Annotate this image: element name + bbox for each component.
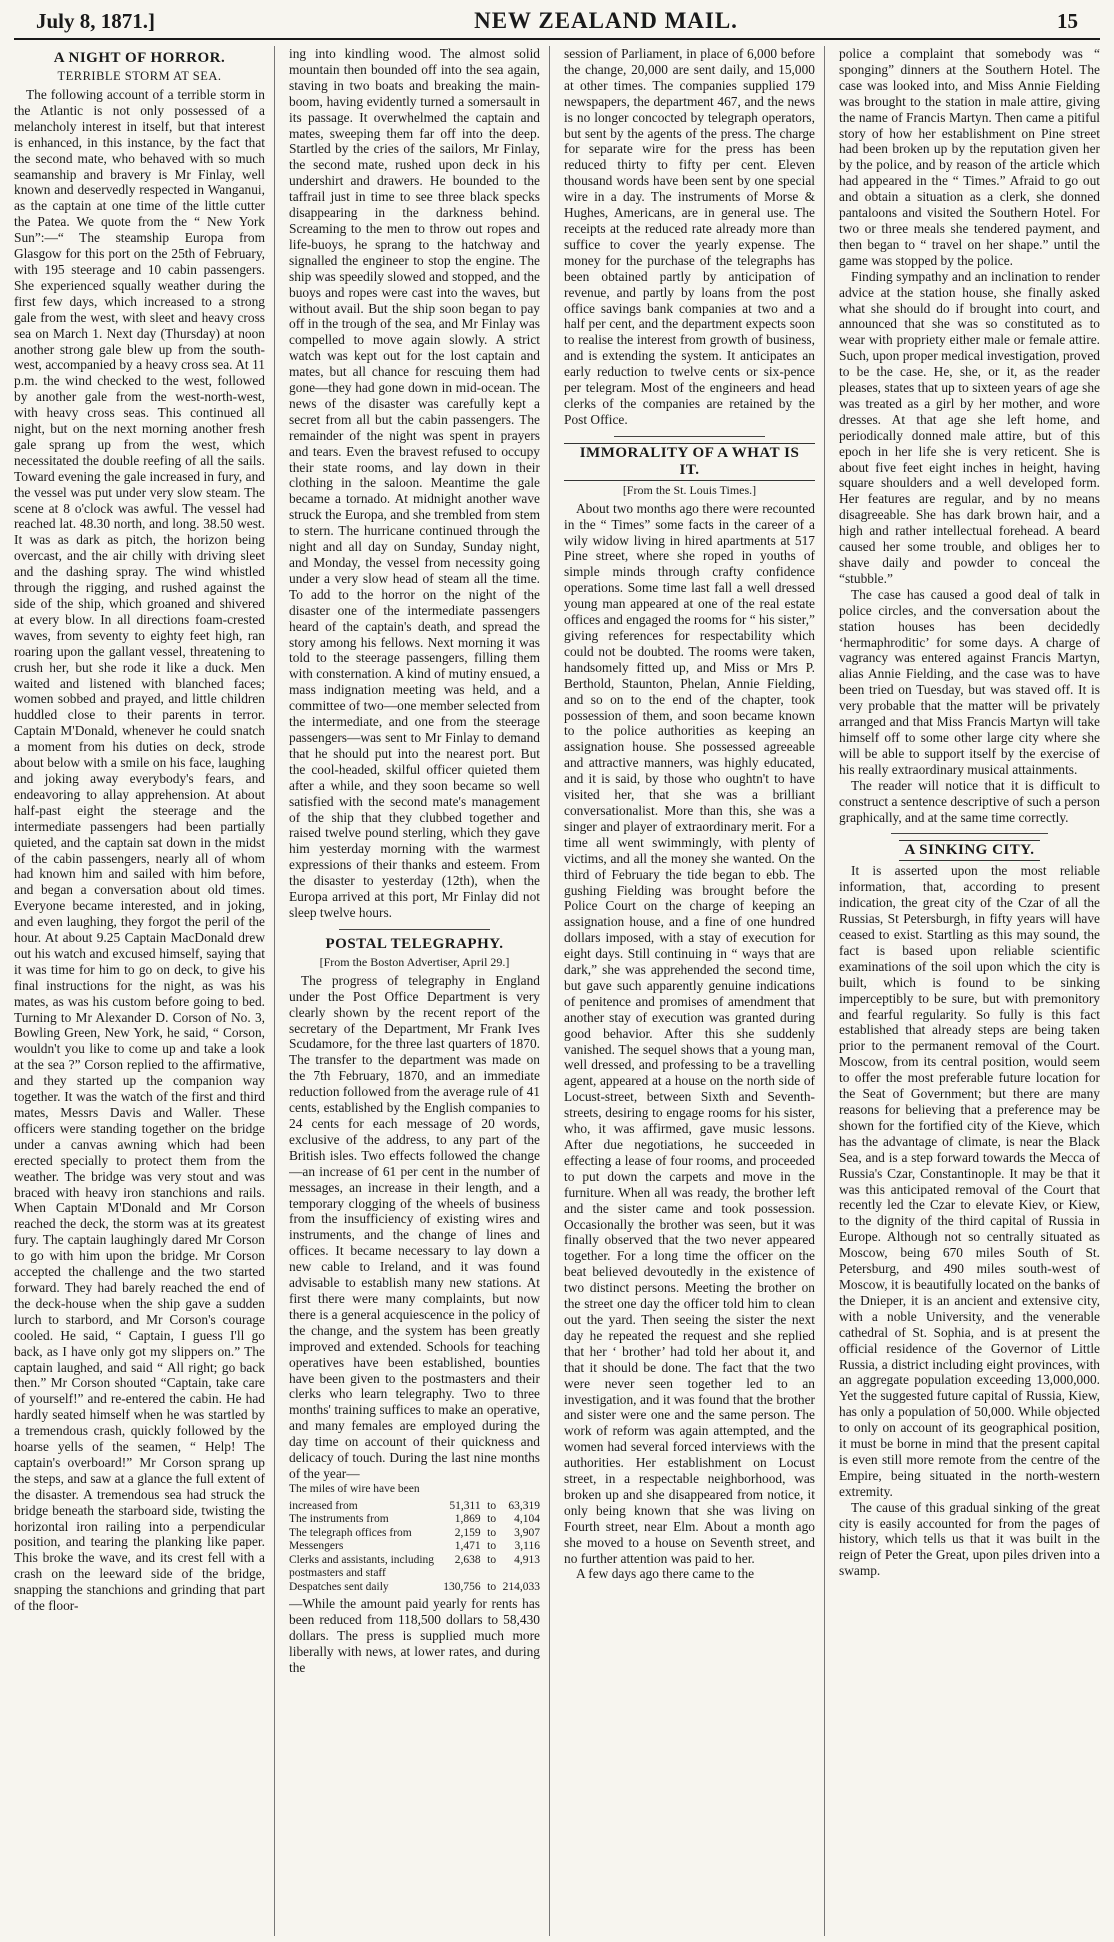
stats-row	[289, 1581, 540, 1595]
article-night-of-horror-continued: ing into kindling wood. The almost solid mountain then bounded off into the sea again, staving in two boats and breaking the main-boom, having evidently turned a somersault in its passage. It overwhelmed the captain and mates, sweeping them far off into the deep. Startled by the cries of the sailors, Mr Finlay, the second mate, rushed upon deck in his undershirt and drawers. He bounded to the taffrail just in time to see three black specks disappearing in the darkness behind. Screaming to the men to throw out ropes and life-buoys, he sprang to the hatchway and signalled the engineer to stop the engine. The ship was speedily slowed and stopped, and the buoys and ropes were cast into the waves, but without avail. But the ship soon began to pay off in the trough of the sea, and Mr Finlay was compelled to move again slowly. A strict watch was kept out for the lost captain and mates, but all chance for rescuing them had gone—they had gone down in mid-ocean. The news of the disaster was carefully kept a secret from all but the cabin passengers. The remainder of the night was spent in prayers and tears. Even the bravest refused to occupy their state rooms, and lay down in their clothing in the saloon. Meantime the gale became a tornado. At midnight another wave struck the Europa, and she trembled from stem to stern. The hurricane continued through the night and all day on Sunday, Sunday night, and Monday, the vessel from necessity going under a very slow head of steam all the time. To add to the horror on the night of the disaster one of the intermediate passengers heard of the captain's death, and spread the story among his fellows. Next morning it was told to the steerage passengers, filling them with consternation. A kind of mutiny ensued, a mass indignation meeting was held, and a committee of two—one member selected from the intermediate, and one from the steerage passengers—was sent to Mr Finlay to demand that he should put into the nearest port. But the cool-headed, skilful officer quieted them after a while, and they soon became so well satisfied with the second mate's management of the ship that they clubbed together and raised twelve pound sterling, which they gave him yesterday morning with the warmest expressions of their thanks and esteem. From the disaster to yesterday (12th), when the Europa arrived at this port, Mr Finlay did not sleep twelve hours.	[289, 46, 540, 920]
stats-from: 1,869	[454, 1513, 481, 1526]
stats-from: 130,756	[443, 1580, 481, 1593]
article-immorality-source: [From the St. Louis Times.]	[622, 482, 757, 497]
header-rule	[14, 38, 1100, 40]
article-divider	[339, 929, 490, 930]
article-immorality-body: About two months ago there were recounted in the “ Times” some facts in the career of a wily widow living in hired apartments at 517 Pine street, where she roped in youths of simple minds through crafty confidence operations. Some time last fall a well dressed young man appeared at one of the real estate offices and engaged the rooms for “ his sister,” giving references for respectability which could not be doubted. The rooms were taken, handsomely fitted up, and Miss or Mrs P. Berthold, Staunton, Phelan, Annie Fielding, and so on to the end of the chapter, took possession of them, and soon became known to the police authorities as keeping an assignation house. She possessed agreeable and attractive manners, was highly educated, and it is said, by those who oughtn't to have visited her, that she was a brilliant conversationalist. More than this, she was a singer and player of extraordinary merit. For a time all went swimmingly, with plenty of victims, and all the money she wanted. On the third of February the tide began to ebb. The gushing Fielding was brought before the Police Court on the charge of keeping an assignation house, and a fine of one hundred dollars imposed, with a stay of execution for eight days. Still continuing in “ ways that are dark,” she was apprehended the second time, but gave such apparently genuine indications of penitence and promises of amendment that another stay of execution was granted during good behavior. After this she suddenly vanished. The sequel shows that a young man, well dressed, and professing to be a travelling agent, appeared at a house on the north side of Locust-street, between Sixth and Seventh-streets, desiring to engage rooms for his sister, who, it was affirmed, gave music lessons. After due negotiations, he succeeded in effecting a lease of four rooms, and proceeded to put down the carpets and move in the furniture. When all was ready, the brother left and the sister came and took possession. Occasionally the brother was seen, but it was finally observed that the two never appeared together. For a long time the officer on the beat believed devoutedly in the existence of two distinct persons. Meeting the brother on the street one day the officer told him to clean out the yard. Then seeing the sister the next day he repeated the request and she replied that her ‘ brother’ had told her about it, and that it should be done. The fact that the two were never seen together led to an investigation, and it was found that the brother and sister were one and the same person. The work of reform was again attempted, and the women had several forced interviews with the authorities. Her establishment on Locust street, in a respectable neighborhood, was broken up and she disappeared from notice, it only being known that she was living on Fourth street, near Elm. About a month ago she moved to a house on Seventh street, and no further attention was paid to her.	[564, 500, 815, 1566]
article-sinking-city-title-text: A SINKING CITY.	[899, 840, 1041, 861]
article-postal-telegraphy-source: [From the Boston Advertiser, April 29.]	[319, 954, 510, 969]
stats-label: The instruments from	[289, 1513, 389, 1526]
article-night-of-horror-body: The following account of a terrible storm in the Atlantic is not only possessed of a melancholy interest in itself, but that interest is enhanced, in this instance, by the fact that the second mate, who behaved with so much seamanship and bravery is Mr Finlay, well known and deservedly respected in Wanganui, as the captain at one time of the little cutter the Patea. We quote from the “ New York Sun”:—“ The steamship Europa from Glasgow for this port on the 25th of February, with 195 steerage and 10 cabin passengers. She experienced squally weather during the first few days, which increased to a strong gale from the west, with sleet and heavy cross sea on March 1. Next day (Thursday) at noon another strong gale blew up from the south-west, accompanied by a heavy cross sea. At 11 p.m. the wind checked to the west, followed by another gale from the west-north-west, with heavy cross seas. This continued all night, but on the next morning another fresh gale sprang up from the west, which necessitated the double reefing of all the sails. Toward evening the gale increased in fury, and the vessel was put under very slow steam. The scene at 8 o'clock was awful. The vessel had reached lat. 48.30 north, and long. 38.50 west. It was as dark as pitch, the horizon being overcast, and the air chilly with driving sleet and the dashing spray. The wind whistled through the rigging, and rushed against the side of the ship, which groaned and shivered at every blow. In all directions foam-crested waves, from seventy to eighty feet high, ran roaring upon the gallant vessel, threatening to crush her, but she rode it like a duck. Men waited and listened with blanched faces; women sobbed and prayed, and little children huddled close to their parents in terror. Captain M'Donald, whenever he could snatch a moment from his duties on deck, strode about below with a smile on his face, laughing and joking away everybody's fears, and endeavoring to allay apprehension. At about half-past eight the steerage and the intermediate passengers had been partially quieted, and the captain sat down in the midst of the cabin passengers, nearly all of whom had known him and sailed with him before, and began a conversation about old times. Everyone became interested, and in joking, and even laughing, they forgot the peril of the hour. At about 9.25 Captain MacDonald drew out his watch and excused himself, saying that it was time for him to go on deck, to give his final instructions for the night, as was his mates, as was his custom before going to bed. Turning to Mr Alexander D. Corson of No. 3, Bowling Green, New York, he said, “ Corson, wouldn't you like to come up and take a look at the sea ?” Corson replied to the affirmative, and they started up the companion way together. It was the watch of the first and third mates, Messrs Davis and Waller. These officers were standing together on the bridge under a canvas awning which had been erected specially to protect them from the weather. The bridge was very stout and was braced with heavy iron stanchions and rails. When Captain M'Donald and Mr Corson reached the deck, the storm was at its greatest fury. The captain laughingly dared Mr Corson to go with him upon the bridge. Mr Corson accepted the challenge and the two started forward. They had barely reached the end of the deck-house when the ship gave a sudden lurch to starbord, and Mr Corson's courage cooled. He said, “ Captain, I guess I'll go back, as I have only got my slippers on.” The captain laughed, and said “ All right; go back then.” Mr Corson shouted “Captain, take care of yourself!” and re-entered the cabin. He had hardly seated himself when he was startled by a tremendous crash, quickly followed by the hoarse yells of the seamen, “ Help! The captain's overboard!” Mr Corson sprang up the steps, and saw at a glance the full extent of the disaster. A tremendous sea had struck the bridge beneath the starboard side, twisting the horizontal iron railing into a perpendicular position, and tearing the planking like paper. This broke the wave, and its crest fell with a crash on the leeward side of the bridge, snapping the stanchions and grinding that part of the floor-	[14, 87, 265, 1614]
telegraph-stats-table	[289, 1500, 540, 1595]
stats-row	[289, 1527, 540, 1541]
stats-to-word: to	[487, 1580, 497, 1593]
stats-to: 63,319	[508, 1499, 540, 1512]
column-1	[14, 46, 275, 1936]
stats-from: 1,471	[454, 1540, 481, 1553]
stats-to: 4,104	[514, 1513, 540, 1526]
stats-label: The telegraph offices from	[289, 1526, 412, 1539]
stats-to: 214,033	[502, 1580, 540, 1593]
stats-to-word: to	[487, 1526, 497, 1539]
article-postal-telegraphy-body-2a: —While the amount paid yearly for rents has been reduced from 118,500 dollars to 58,430 dollars. The press is supplied much more liberally with news, at lower rates, and during the	[289, 1596, 540, 1675]
stats-to-word: to	[487, 1513, 497, 1526]
masthead	[14, 8, 1100, 36]
stats-intro: The miles of wire have been	[289, 1482, 420, 1495]
stats-from: 2,638	[454, 1553, 481, 1566]
stats-row	[289, 1513, 540, 1527]
stats-label: Messengers	[289, 1540, 344, 1553]
article-divider	[891, 833, 1048, 834]
article-sinking-city-body: It is asserted upon the most reliable information, that, according to present indication, the great city of the Czar of all the Russias, St Petersburgh, in fifty years will have ceased to exist. Startling as this may sound, the fact is based upon reliable scientific examinations of the soil upon which the city is built, which is found to be sinking imperceptibly to be sure, but with premonitory and fearful regularity. So fully is this fact established that already steps are being taken prior to the permanent removal of the Court. Moscow, from its central position, would seem to offer the most preferable future location for the Seat of Government; but there are many reasons for believing that a preference may be shown for the fortified city of the Kieve, which has the advantage of climate, is near the Black Sea, and is a step forward towards the Mecca of Russia's Czar, Constantinople. It may be that it was this anticipated removal of the Court that recently led the Czar to elevate Kiev, or Kiew, to the dignity of the third capital of Russia in Europe. Although not so centrally situated as Moscow, being 670 miles South of St. Petersburg, and 490 miles south-west of Moscow, it is beautifully located on the banks of the Dnieper, it is an ancient and extensive city, with a noble University, and the venerable cathedral of St. Sophia, and is at present the official residence of the Governor of Little Russia, a district including eight provinces, with an aggregate population exceeding 13,000,000. Yet the suggested future capital of Russia, Kiew, has only a population of 50,000. While objected to only on account of its geographical position, it must be borne in mind that the present capital is even still more remote from the centre of the Empire, being situated in the north-western extremity.	[839, 863, 1100, 1499]
stats-to: 3,116	[514, 1540, 540, 1553]
stats-to-word: to	[487, 1499, 497, 1512]
article-immorality-body-3: Finding sympathy and an inclination to render advice at the station house, she finally asked what she should do if brought into court, and announced that she was so constituted as to wear with propriety either male or female attire. Such, upon proper medical investigation, proved to be the case. He, she, or it, as the reader pleases, states that up to sixteen years of age she was treated as a girl by her mother, and wore dresses. At that age she left home, and periodically donned male attire, but of this epoch in her life she is very reticent. She is about five feet eight inches in height, having square shoulders and a well developed form. Her features are regular, and by no means disagreeable. She has dark brown hair, and a high and rather intellectual forehead. A beard caused her some trouble, and obliges her to shave daily and powder to conceal the “stubble.”	[839, 268, 1100, 586]
article-postal-telegraphy-body-2b: session of Parliament, in place of 6,000 before the change, 20,000 are sent daily, and 15,000 at other times. The companies supplied 179 newspapers, the department 467, and the news is no longer concocted by telegraph operators, but sent by the agents of the press. The charge for separate wire for the press has been reduced thirty to fifty per cent. Eleven thousand words have been sent by one special wire in a day. The instruments of Morse & Hughes, Americans, are in general use. The receipts at the reduced rate already more than suffice to cover the yearly expense. The money for the purchase of the telegraphs has been obtained partly by anticipation of revenue, and partly by loans from the post office savings bank companies at two and a half per cent, and the department expects soon to realise the interest from growth of business, and is extending the system. It anticipates an early reduction to twelve cents or six-pence per telegram. Most of the engineers and head clerks of the companies are retained by the Post Office.	[564, 46, 815, 427]
newspaper-title: NEW ZEALAND MAIL.	[474, 8, 738, 33]
stats-to-word: to	[487, 1553, 497, 1566]
stats-to-word: to	[487, 1540, 497, 1553]
article-divider	[614, 436, 765, 437]
article-night-of-horror-subtitle: TERRIBLE STORM AT SEA.	[57, 69, 222, 83]
article-immorality-body-2b: police a complaint that somebody was “ sponging” dinners at the Southern Hotel. The case was looked into, and Miss Annie Fielding was brought to the station in male attire, giving the name of Francis Martyn. Then came a pitiful story of how her establishment on Pine street had been broken up by the reputation given her by the police, and by reason of the article which had appeared in the “ Times.” Afraid to go out and obtain a situation as a clerk, she donned pantaloons and visited the Southern Hotel. For two or three meals she tendered payment, and then began to “ travel on her shape.” until the game was stopped by the police.	[839, 46, 1100, 268]
stats-from: 2,159	[454, 1526, 481, 1539]
article-immorality-body-2a: A few days ago there came to the	[576, 1566, 755, 1582]
article-immorality-body-4: The case has caused a good deal of talk in police circles, and the conversation about the station houses has been decidedly ‘hermaphroditic’ for some days. A charge of vagrancy was entered against Francis Martyn, alias Annie Fielding, and the case was to have been tried on Tuesday, but was staved off. It is very probable that the matter will be privately arranged and that Miss Francis Martyn will take himself off to some other large city where she will be able to support itself by the exercise of his really extraordinary musical attainments.	[839, 586, 1100, 777]
column-3	[564, 46, 825, 1936]
article-immorality-title-text: IMMORALITY OF A WHAT IS IT.	[564, 443, 815, 481]
stats-row	[289, 1554, 540, 1581]
columns	[14, 46, 1100, 1936]
article-sinking-city-body-2: The cause of this gradual sinking of the great city is easily accounted for from the pages of history, which tells us that it was built in the reign of Peter the Great, upon piles driven into a swamp.	[839, 1499, 1100, 1579]
article-postal-telegraphy-body: The progress of telegraphy in England under the Post Office Department is very clearly shown by the recent report of the secretary of the Department, Mr Frank Ives Scudamore, for the three last quarters of 1870. The transfer to the department was made on the 7th February, 1870, and an immediate reduction followed from the average rule of 41 cents, established by the English companies to 24 cents for each message of 20 words, exclusive of the address, to any part of the British isles. Two effects followed the change—an increase of 61 per cent in the number of messages, an increase in their length, and a temporary clogging of the wheels of business from the insufficiency of existing wires and instruments, and the change of lines and offices. It became necessary to lay down a new cable to Ireland, and it was found advisable to establish many new stations. At first there were many complaints, but now there is a general acquiescence in the policy of the change, and the system has been greatly improved and extended. Schools for teaching operatives have been established, bounties have been given to the postmasters and their clerks who learn telegraphy. Two to three months' training suffices to make an operative, and many females are employed during the day time on account of their quickness and delicacy of touch. During the last nine months of the year—	[289, 972, 540, 1481]
article-sinking-city-title	[839, 840, 1100, 861]
stats-from: 51,311	[449, 1499, 481, 1512]
stats-row	[289, 1540, 540, 1554]
issue-date: July 8, 1871.]	[36, 9, 156, 33]
stats-label: increased from	[289, 1499, 358, 1512]
stats-to: 4,913	[514, 1553, 540, 1566]
article-immorality-title	[564, 443, 815, 481]
article-night-of-horror-title: A NIGHT OF HORROR.	[53, 50, 226, 66]
column-4	[839, 46, 1100, 1936]
stats-row	[289, 1500, 540, 1514]
stats-to: 3,907	[514, 1526, 540, 1539]
article-postal-telegraphy-title: POSTAL TELEGRAPHY.	[325, 935, 504, 952]
article-immorality-body-5: The reader will notice that it is difficult to construct a sentence descriptive of such a person graphically, and at the same time correctly.	[839, 777, 1100, 825]
page-number: 15	[1057, 9, 1078, 33]
stats-label: Clerks and assistants, including postmasters and staff	[289, 1553, 435, 1580]
column-2	[289, 46, 550, 1936]
stats-label: Despatches sent daily	[289, 1580, 389, 1593]
